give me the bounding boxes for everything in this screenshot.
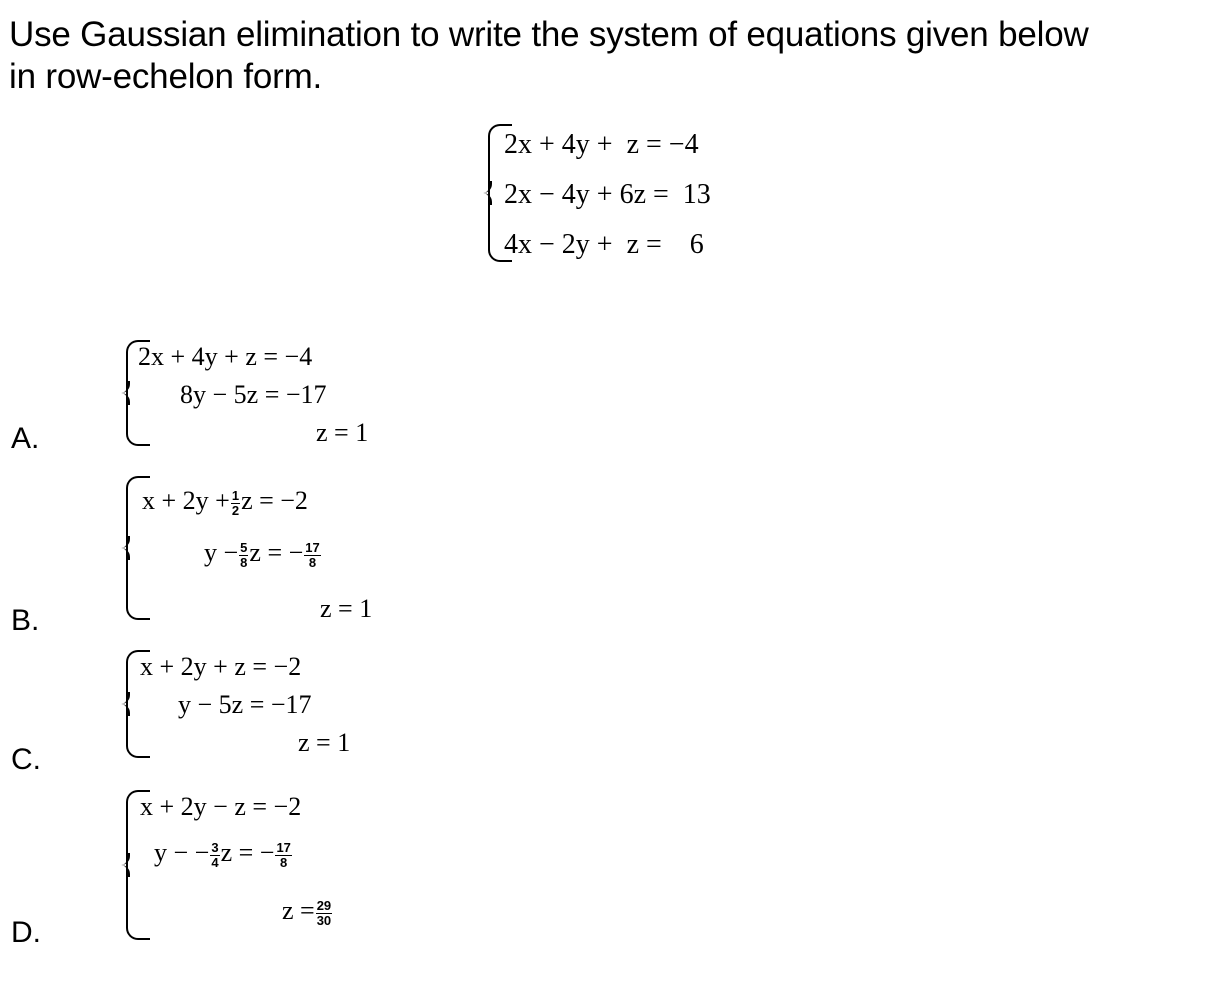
option-d-equation-1: x + 2y − z = −2 xyxy=(140,792,302,821)
question-line-2: in row-echelon form. xyxy=(9,57,323,96)
option-d-equation-3 xyxy=(282,896,333,928)
option-b-equation-1 xyxy=(142,486,308,518)
option-c-equation-3: z = 1 xyxy=(298,728,351,757)
fraction: $\frac{3}{4}$ xyxy=(211,839,219,870)
given-system xyxy=(480,124,800,262)
fraction: $\frac{29}{30}$ xyxy=(316,897,332,928)
option-b-label[interactable]: B. xyxy=(11,604,40,637)
option-b-eq1-left: x + 2y + xyxy=(142,486,230,515)
option-b-eq2-mid: z = − xyxy=(249,538,304,567)
option-d-eq2-left: y − − xyxy=(154,838,210,867)
given-equation-3: 4x − 2y + z = 6 xyxy=(504,229,704,260)
option-a-equation-2: 8y − 5z = −17 xyxy=(180,380,327,409)
option-d-system[interactable] xyxy=(118,790,388,940)
option-b-eq1-right: z = −2 xyxy=(241,486,308,515)
option-d-equation-2 xyxy=(154,838,293,870)
fraction: $\frac{5}{8}$ xyxy=(240,539,248,570)
option-d-label[interactable]: D. xyxy=(11,916,41,949)
option-b-system[interactable] xyxy=(118,476,408,623)
option-a-equation-3: z = 1 xyxy=(316,418,369,447)
option-c-equation-2: y − 5z = −17 xyxy=(178,690,312,719)
option-a-equation-1: 2x + 4y + z = −4 xyxy=(138,342,313,371)
given-equation-2: 2x − 4y + 6z = 13 xyxy=(504,179,711,210)
option-a-system[interactable] xyxy=(118,340,408,446)
option-d-eq3-left: z = xyxy=(282,896,315,925)
fraction: $\frac{17}{8}$ xyxy=(276,839,291,870)
option-c-label[interactable]: C. xyxy=(11,743,41,776)
option-b-equation-3: z = 1 xyxy=(320,594,373,623)
question-line-1: Use Gaussian elimination to write the system of equations given below xyxy=(9,15,1089,54)
option-c-equation-1: x + 2y + z = −2 xyxy=(140,652,302,681)
option-a-label[interactable]: A. xyxy=(11,422,40,455)
fraction: $\frac{1}{2}$ xyxy=(231,487,240,518)
fraction: $\frac{17}{8}$ xyxy=(305,539,320,570)
option-b-equation-2 xyxy=(204,538,322,570)
given-equation-1: 2x + 4y + z = −4 xyxy=(504,129,699,160)
option-b-eq2-left: y − xyxy=(204,538,239,567)
option-d-eq2-mid: z = − xyxy=(220,838,275,867)
question-text xyxy=(9,14,1209,98)
option-c-system[interactable] xyxy=(118,650,398,758)
